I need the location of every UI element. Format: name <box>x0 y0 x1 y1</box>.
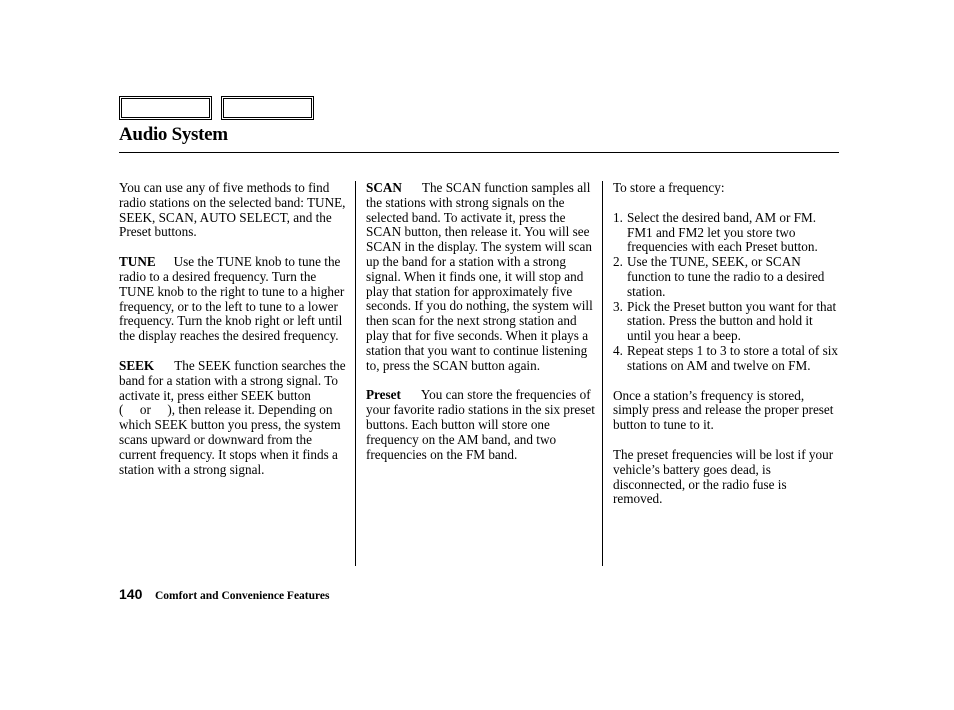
scan-body: The SCAN function samples all the stations with strong signals on the selected band. To activate it, press the SCAN button, then release it. You will see SCAN in the display. The system will scan up the band for a station with a strong signal. When it finds one, it will stop and play that station for approximately five seconds. If you do nothing, the system will then scan for the next strong station and play that for five seconds. When it plays a station that you want to continue listening to, press the SCAN button again. <box>366 180 593 373</box>
preset-body: You can store the frequencies of your favorite radio stations in the six preset buttons. Each button will store one frequency on the AM band, and two frequencies on the FM band. <box>366 387 595 462</box>
step-text: Pick the Preset button you want for that station. Press the button and hold it until you hear a beep. <box>627 298 837 344</box>
step-number: 1. <box>613 209 623 225</box>
footer-section-title: Comfort and Convenience Features <box>155 590 330 602</box>
stored-paragraph: Once a station’s frequency is stored, simply press and release the proper preset button to tune to it. <box>613 387 834 433</box>
list-item <box>613 211 839 255</box>
step-text: Repeat steps 1 to 3 to store a total of six stations on AM and twelve on FM. <box>627 342 838 373</box>
scan-paragraph <box>366 181 596 373</box>
tune-body: Use the TUNE knob to tune the radio to a desired frequency. Turn the TUNE knob to the right to tune to a higher frequency, or to the left to tune to a lower frequency. Turn the knob right or left until the display reaches the desired frequency. <box>119 254 345 344</box>
header-tab-box-right <box>221 96 314 120</box>
title-rule <box>119 152 839 153</box>
seek-body: The SEEK function searches the band for a station with a strong signal. To activate it, press either SEEK button ( or ), then release it. Depending on which SEEK button you press, the system scans upward or downward from the current frequency. It stops when it finds a station with a strong signal. <box>119 357 346 477</box>
store-steps-list <box>613 211 839 374</box>
header-tab-box-left <box>119 96 212 120</box>
page-title: Audio System <box>119 124 228 145</box>
list-item <box>613 300 839 344</box>
page-number: 140 <box>119 586 143 602</box>
column-divider-2 <box>602 181 603 566</box>
list-item <box>613 255 839 299</box>
step-number: 3. <box>613 298 623 314</box>
step-number: 2. <box>613 254 623 270</box>
list-item <box>613 344 839 374</box>
scan-heading: SCAN <box>366 180 402 195</box>
preset-paragraph <box>366 388 596 462</box>
preset-heading: Preset <box>366 387 401 403</box>
intro-paragraph: You can use any of five methods to find radio stations on the selected band: TUNE, SEEK, SCAN, AUTO SELECT, and the Preset buttons. <box>119 180 346 240</box>
lost-paragraph: The preset frequencies will be lost if your vehicle’s battery goes dead, is disconnected, or the radio fuse is removed. <box>613 446 834 507</box>
step-number: 4. <box>613 342 623 358</box>
column-middle <box>366 181 596 477</box>
seek-paragraph <box>119 359 349 477</box>
column-divider-1 <box>355 181 356 566</box>
store-intro: To store a frequency: <box>613 180 725 195</box>
tune-heading: TUNE <box>119 254 156 270</box>
step-text: Use the TUNE, SEEK, or SCAN function to tune the radio to a desired station. <box>627 254 825 299</box>
column-right <box>613 181 839 522</box>
seek-heading: SEEK <box>119 357 155 373</box>
step-text: Select the desired band, AM or FM. FM1 and FM2 let you store two frequencies with each Preset button. <box>627 209 818 255</box>
tune-paragraph <box>119 255 349 344</box>
column-left <box>119 181 349 492</box>
